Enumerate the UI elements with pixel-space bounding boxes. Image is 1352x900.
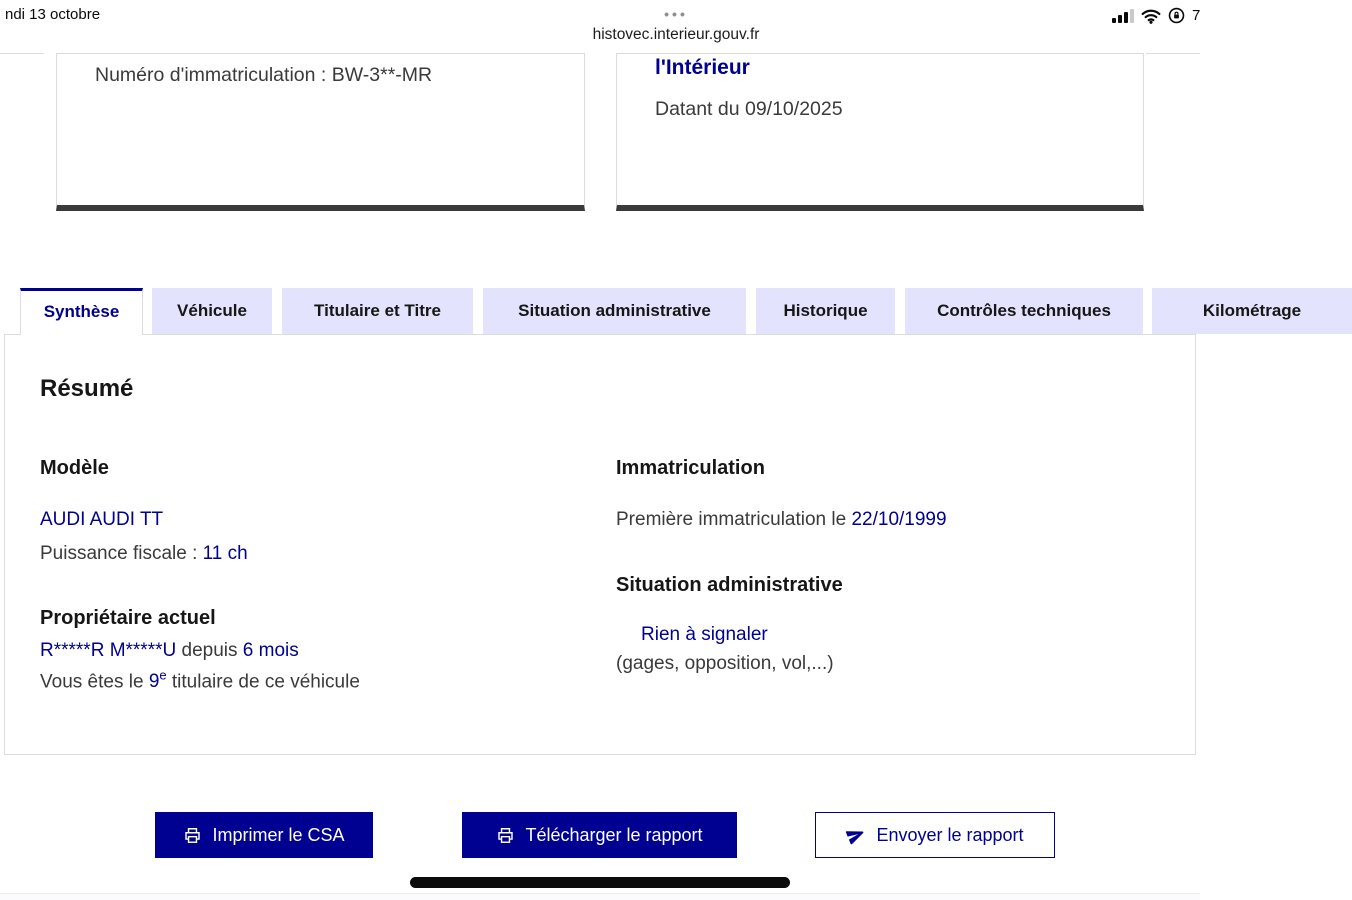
download-report-button[interactable] (462, 812, 737, 858)
printer-icon (183, 826, 202, 845)
holder-line (40, 668, 360, 693)
registration-number: Numéro d'immatriculation : BW-3**-MR (95, 64, 433, 86)
registration-card (56, 53, 585, 211)
model-name: AUDI AUDI TT (40, 509, 164, 530)
battery-percent: 7 (1192, 7, 1201, 24)
owner-since-label: depuis (181, 640, 238, 661)
tab-synthese[interactable]: Synthèse (20, 288, 143, 335)
bottom-strip (0, 893, 1200, 900)
fiscal-power-label: Puissance fiscale : (40, 543, 198, 564)
print-csa-button[interactable] (155, 812, 373, 858)
holder-suffix: titulaire de ce véhicule (171, 671, 360, 693)
report-card-title: l'Intérieur (655, 56, 750, 79)
card-fragment-right (1146, 53, 1200, 54)
send-report-label: Envoyer le rapport (876, 824, 1024, 845)
owner-heading: Propriétaire actuel (40, 607, 216, 629)
card-fragment-left (0, 53, 44, 54)
fiscal-power-line (40, 543, 248, 565)
owner-names: R*****R M*****U (40, 640, 177, 661)
rotation-lock-icon (1168, 7, 1185, 24)
fiscal-power-value: 11 ch (202, 543, 248, 564)
admin-situation-note: (gages, opposition, vol,...) (616, 653, 834, 674)
tab-kilometrage[interactable]: Kilométrage (1152, 288, 1352, 334)
report-card-date: Datant du 09/10/2025 (655, 98, 843, 120)
owner-since-value: 6 mois (242, 640, 299, 661)
send-report-button[interactable] (815, 812, 1055, 858)
send-plane-icon (843, 822, 869, 848)
url-bar[interactable]: histovec.interieur.gouv.fr (592, 26, 760, 43)
print-csa-label: Imprimer le CSA (212, 824, 345, 845)
tab-titulaire-et-titre[interactable]: Titulaire et Titre (282, 288, 473, 334)
holder-rank: 9e (148, 668, 167, 693)
model-heading: Modèle (40, 457, 109, 479)
registration-heading: Immatriculation (616, 457, 765, 479)
home-indicator[interactable] (410, 877, 790, 888)
first-registration-date: 22/10/1999 (851, 509, 947, 530)
wifi-icon (1141, 8, 1161, 24)
status-icons (1112, 7, 1352, 24)
download-report-label: Télécharger le rapport (525, 824, 703, 845)
first-registration-label: Première immatriculation le (616, 509, 847, 530)
synthese-panel (4, 334, 1196, 755)
admin-situation-status: Rien à signaler (641, 624, 768, 645)
tab-situation-administrative[interactable]: Situation administrative (483, 288, 746, 334)
summary-title: Résumé (40, 375, 134, 402)
admin-situation-heading: Situation administrative (616, 574, 843, 596)
status-bar-date: ndi 13 octobre (5, 6, 101, 23)
printer-icon (496, 826, 515, 845)
report-card (616, 53, 1144, 211)
cellular-signal-icon (1112, 9, 1134, 23)
tab-historique[interactable]: Historique (756, 288, 895, 334)
first-registration-line (616, 509, 947, 531)
owner-line (40, 640, 299, 662)
tab-vehicule[interactable]: Véhicule (152, 288, 272, 334)
multitasking-dots-icon[interactable]: ••• (664, 6, 688, 22)
tab-controles-techniques[interactable]: Contrôles techniques (905, 288, 1143, 334)
holder-prefix: Vous êtes le (40, 671, 144, 693)
